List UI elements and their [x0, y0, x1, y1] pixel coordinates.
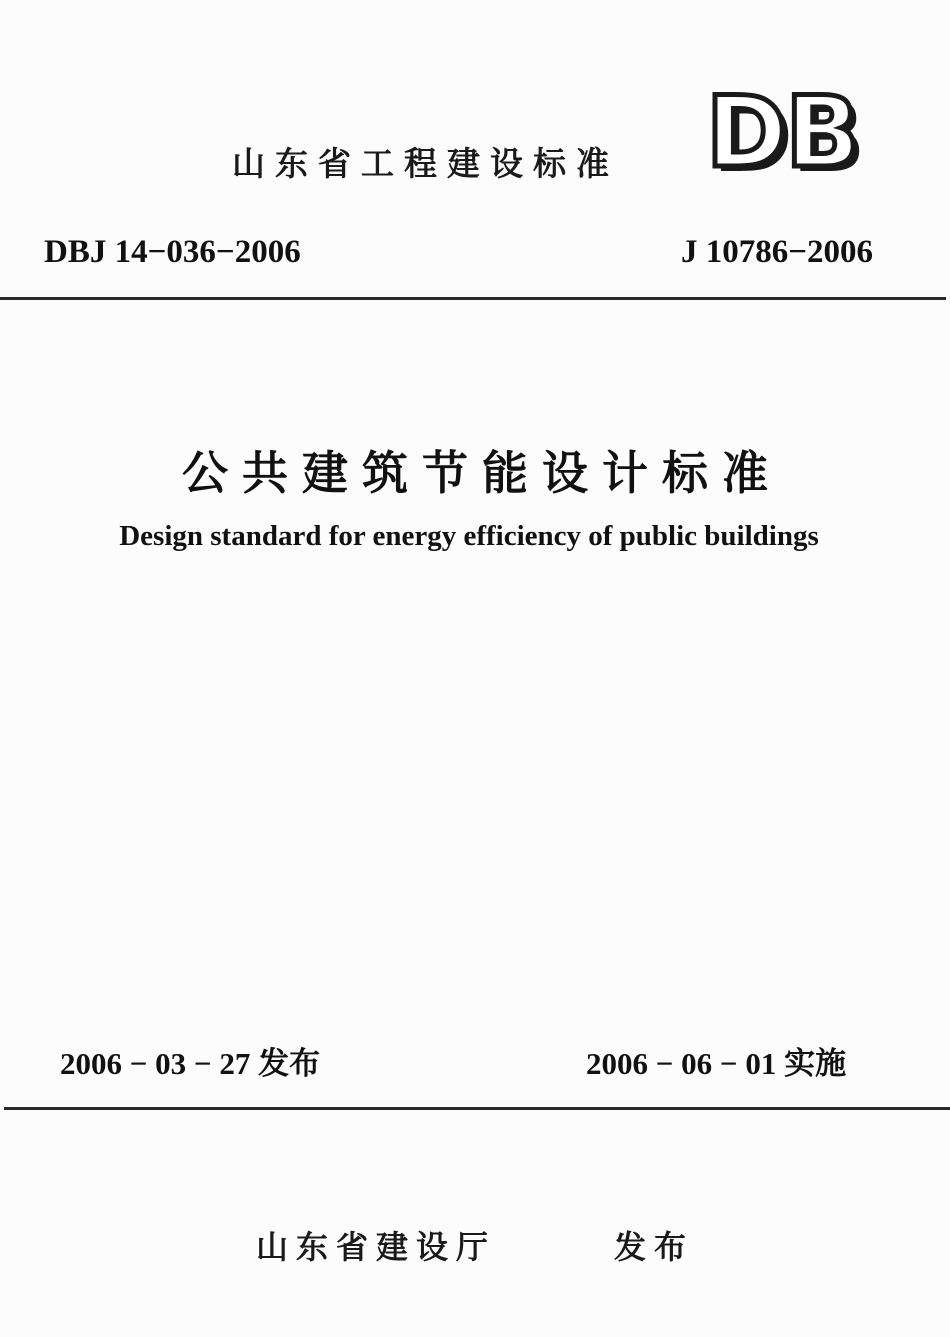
effective-date: 2006 − 06 − 01 实施 [586, 1046, 847, 1081]
standard-number: DBJ 14−036−2006 [44, 234, 301, 270]
title-english: Design standard for energy efficiency of public buildings [119, 520, 819, 552]
top-divider [0, 297, 946, 300]
title-chinese: 公共建筑节能设计标准 [182, 446, 782, 500]
issue-date: 2006 − 03 − 27 发布 [60, 1046, 321, 1081]
record-number: J 10786−2006 [680, 234, 873, 270]
db-logo: DB [706, 76, 859, 190]
series-title: 山东省工程建设标准 [232, 144, 619, 183]
bottom-divider [4, 1107, 950, 1110]
publish-label: 发布 [614, 1228, 695, 1266]
publisher: 山东省建设厅 [256, 1228, 497, 1266]
